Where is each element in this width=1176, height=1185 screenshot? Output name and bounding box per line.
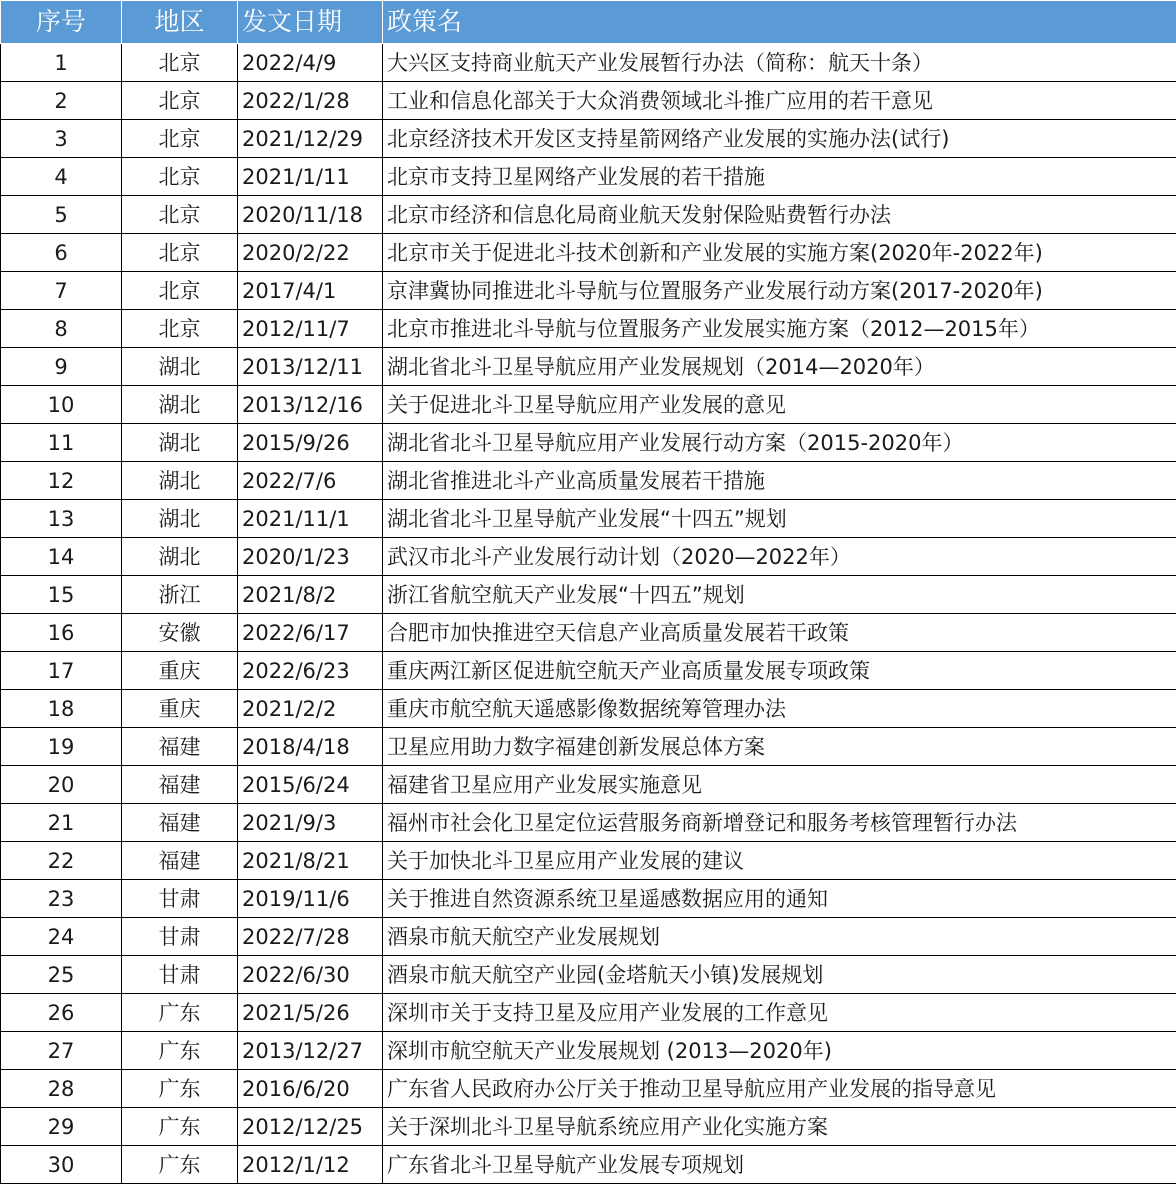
cell-date: 2015/6/24 [238,766,383,804]
table-row [1,804,1176,842]
cell-policy-name: 湖北省北斗卫星导航应用产业发展行动方案（2015-2020年） [383,424,1176,462]
cell-policy-name: 关于加快北斗卫星应用产业发展的建议 [383,842,1176,880]
table-row [1,994,1176,1032]
table-row [1,1146,1176,1184]
cell-date: 2022/6/23 [238,652,383,690]
cell-policy-name: 合肥市加快推进空天信息产业高质量发展若干政策 [383,614,1176,652]
cell-region: 湖北 [122,386,238,424]
cell-region: 湖北 [122,462,238,500]
cell-policy-name: 广东省北斗卫星导航产业发展专项规划 [383,1146,1176,1184]
table-row [1,462,1176,500]
column-header-index: 序号 [1,1,122,44]
cell-index: 29 [1,1108,122,1146]
cell-region: 安徽 [122,614,238,652]
table-row [1,1070,1176,1108]
cell-index: 20 [1,766,122,804]
cell-index: 4 [1,158,122,196]
table-row [1,956,1176,994]
cell-date: 2021/1/11 [238,158,383,196]
cell-policy-name: 关于促进北斗卫星导航应用产业发展的意见 [383,386,1176,424]
table-row [1,386,1176,424]
cell-index: 19 [1,728,122,766]
cell-index: 26 [1,994,122,1032]
table-row [1,82,1176,120]
table-row [1,1032,1176,1070]
cell-date: 2021/9/3 [238,804,383,842]
cell-policy-name: 关于深圳北斗卫星导航系统应用产业化实施方案 [383,1108,1176,1146]
cell-policy-name: 深圳市关于支持卫星及应用产业发展的工作意见 [383,994,1176,1032]
cell-index: 18 [1,690,122,728]
cell-index: 10 [1,386,122,424]
cell-date: 2022/7/28 [238,918,383,956]
cell-region: 广东 [122,1146,238,1184]
cell-date: 2020/11/18 [238,196,383,234]
table-row [1,728,1176,766]
cell-region: 湖北 [122,424,238,462]
cell-policy-name: 京津冀协同推进北斗导航与位置服务产业发展行动方案(2017-2020年) [383,272,1176,310]
table-row [1,500,1176,538]
cell-region: 湖北 [122,538,238,576]
cell-date: 2020/1/23 [238,538,383,576]
table-row [1,538,1176,576]
table-row [1,158,1176,196]
table-row [1,652,1176,690]
cell-index: 5 [1,196,122,234]
cell-policy-name: 湖北省北斗卫星导航产业发展“十四五”规划 [383,500,1176,538]
cell-region: 北京 [122,234,238,272]
cell-policy-name: 湖北省推进北斗产业高质量发展若干措施 [383,462,1176,500]
cell-index: 24 [1,918,122,956]
cell-index: 9 [1,348,122,386]
cell-date: 2012/1/12 [238,1146,383,1184]
cell-policy-name: 福州市社会化卫星定位运营服务商新增登记和服务考核管理暂行办法 [383,804,1176,842]
column-header-policy-name: 政策名 [383,1,1176,44]
cell-index: 23 [1,880,122,918]
cell-date: 2022/6/30 [238,956,383,994]
cell-date: 2012/11/7 [238,310,383,348]
cell-region: 重庆 [122,690,238,728]
table-row [1,766,1176,804]
cell-region: 福建 [122,804,238,842]
table-row [1,348,1176,386]
cell-index: 14 [1,538,122,576]
table-row [1,310,1176,348]
cell-region: 甘肃 [122,880,238,918]
cell-region: 甘肃 [122,918,238,956]
table-row [1,614,1176,652]
cell-region: 广东 [122,994,238,1032]
cell-policy-name: 深圳市航空航天产业发展规划 (2013—2020年) [383,1032,1176,1070]
cell-date: 2013/12/27 [238,1032,383,1070]
column-header-date: 发文日期 [238,1,383,44]
cell-index: 28 [1,1070,122,1108]
table-row [1,120,1176,158]
cell-region: 重庆 [122,652,238,690]
table-row [1,918,1176,956]
cell-index: 1 [1,44,122,82]
cell-index: 30 [1,1146,122,1184]
table-row [1,690,1176,728]
cell-date: 2021/8/2 [238,576,383,614]
cell-policy-name: 北京市关于促进北斗技术创新和产业发展的实施方案(2020年-2022年) [383,234,1176,272]
cell-policy-name: 北京市支持卫星网络产业发展的若干措施 [383,158,1176,196]
table-row [1,424,1176,462]
cell-region: 北京 [122,44,238,82]
cell-policy-name: 湖北省北斗卫星导航应用产业发展规划（2014—2020年） [383,348,1176,386]
cell-index: 6 [1,234,122,272]
cell-date: 2012/12/25 [238,1108,383,1146]
cell-region: 福建 [122,728,238,766]
cell-index: 3 [1,120,122,158]
cell-region: 湖北 [122,348,238,386]
cell-policy-name: 广东省人民政府办公厅关于推动卫星导航应用产业发展的指导意见 [383,1070,1176,1108]
cell-region: 北京 [122,82,238,120]
cell-region: 北京 [122,196,238,234]
cell-date: 2021/12/29 [238,120,383,158]
cell-policy-name: 浙江省航空航天产业发展“十四五”规划 [383,576,1176,614]
cell-date: 2016/6/20 [238,1070,383,1108]
cell-policy-name: 工业和信息化部关于大众消费领域北斗推广应用的若干意见 [383,82,1176,120]
table-row [1,272,1176,310]
cell-index: 16 [1,614,122,652]
cell-policy-name: 北京市经济和信息化局商业航天发射保险贴费暂行办法 [383,196,1176,234]
cell-date: 2018/4/18 [238,728,383,766]
table-row [1,196,1176,234]
table-row [1,842,1176,880]
cell-index: 25 [1,956,122,994]
table-row [1,576,1176,614]
cell-date: 2021/8/21 [238,842,383,880]
table-row [1,44,1176,82]
cell-policy-name: 大兴区支持商业航天产业发展暂行办法（简称：航天十条） [383,44,1176,82]
cell-index: 7 [1,272,122,310]
cell-policy-name: 酒泉市航天航空产业园(金塔航天小镇)发展规划 [383,956,1176,994]
cell-region: 福建 [122,766,238,804]
cell-region: 北京 [122,310,238,348]
cell-policy-name: 北京市推进北斗导航与位置服务产业发展实施方案（2012—2015年） [383,310,1176,348]
cell-date: 2022/1/28 [238,82,383,120]
cell-region: 甘肃 [122,956,238,994]
cell-date: 2020/2/22 [238,234,383,272]
cell-policy-name: 武汉市北斗产业发展行动计划（2020—2022年） [383,538,1176,576]
cell-region: 福建 [122,842,238,880]
cell-date: 2022/7/6 [238,462,383,500]
table-row [1,880,1176,918]
cell-date: 2015/9/26 [238,424,383,462]
cell-date: 2021/2/2 [238,690,383,728]
cell-region: 湖北 [122,500,238,538]
cell-index: 11 [1,424,122,462]
cell-region: 广东 [122,1070,238,1108]
cell-policy-name: 北京经济技术开发区支持星箭网络产业发展的实施办法(试行) [383,120,1176,158]
cell-policy-name: 重庆市航空航天遥感影像数据统筹管理办法 [383,690,1176,728]
cell-date: 2021/5/26 [238,994,383,1032]
cell-date: 2017/4/1 [238,272,383,310]
cell-policy-name: 酒泉市航天航空产业发展规划 [383,918,1176,956]
cell-policy-name: 福建省卫星应用产业发展实施意见 [383,766,1176,804]
cell-index: 22 [1,842,122,880]
cell-policy-name: 卫星应用助力数字福建创新发展总体方案 [383,728,1176,766]
cell-region: 广东 [122,1108,238,1146]
cell-policy-name: 重庆两江新区促进航空航天产业高质量发展专项政策 [383,652,1176,690]
cell-region: 浙江 [122,576,238,614]
cell-date: 2013/12/11 [238,348,383,386]
cell-region: 北京 [122,120,238,158]
cell-index: 15 [1,576,122,614]
cell-date: 2021/11/1 [238,500,383,538]
cell-index: 21 [1,804,122,842]
column-header-region: 地区 [122,1,238,44]
cell-date: 2022/4/9 [238,44,383,82]
cell-index: 8 [1,310,122,348]
cell-region: 北京 [122,272,238,310]
table-header-row [1,1,1176,44]
cell-index: 12 [1,462,122,500]
cell-region: 北京 [122,158,238,196]
table-body [1,44,1176,1184]
table-row [1,1108,1176,1146]
cell-date: 2013/12/16 [238,386,383,424]
cell-region: 广东 [122,1032,238,1070]
cell-date: 2019/11/6 [238,880,383,918]
cell-index: 13 [1,500,122,538]
cell-index: 27 [1,1032,122,1070]
table-row [1,234,1176,272]
cell-index: 17 [1,652,122,690]
cell-date: 2022/6/17 [238,614,383,652]
cell-index: 2 [1,82,122,120]
cell-policy-name: 关于推进自然资源系统卫星遥感数据应用的通知 [383,880,1176,918]
